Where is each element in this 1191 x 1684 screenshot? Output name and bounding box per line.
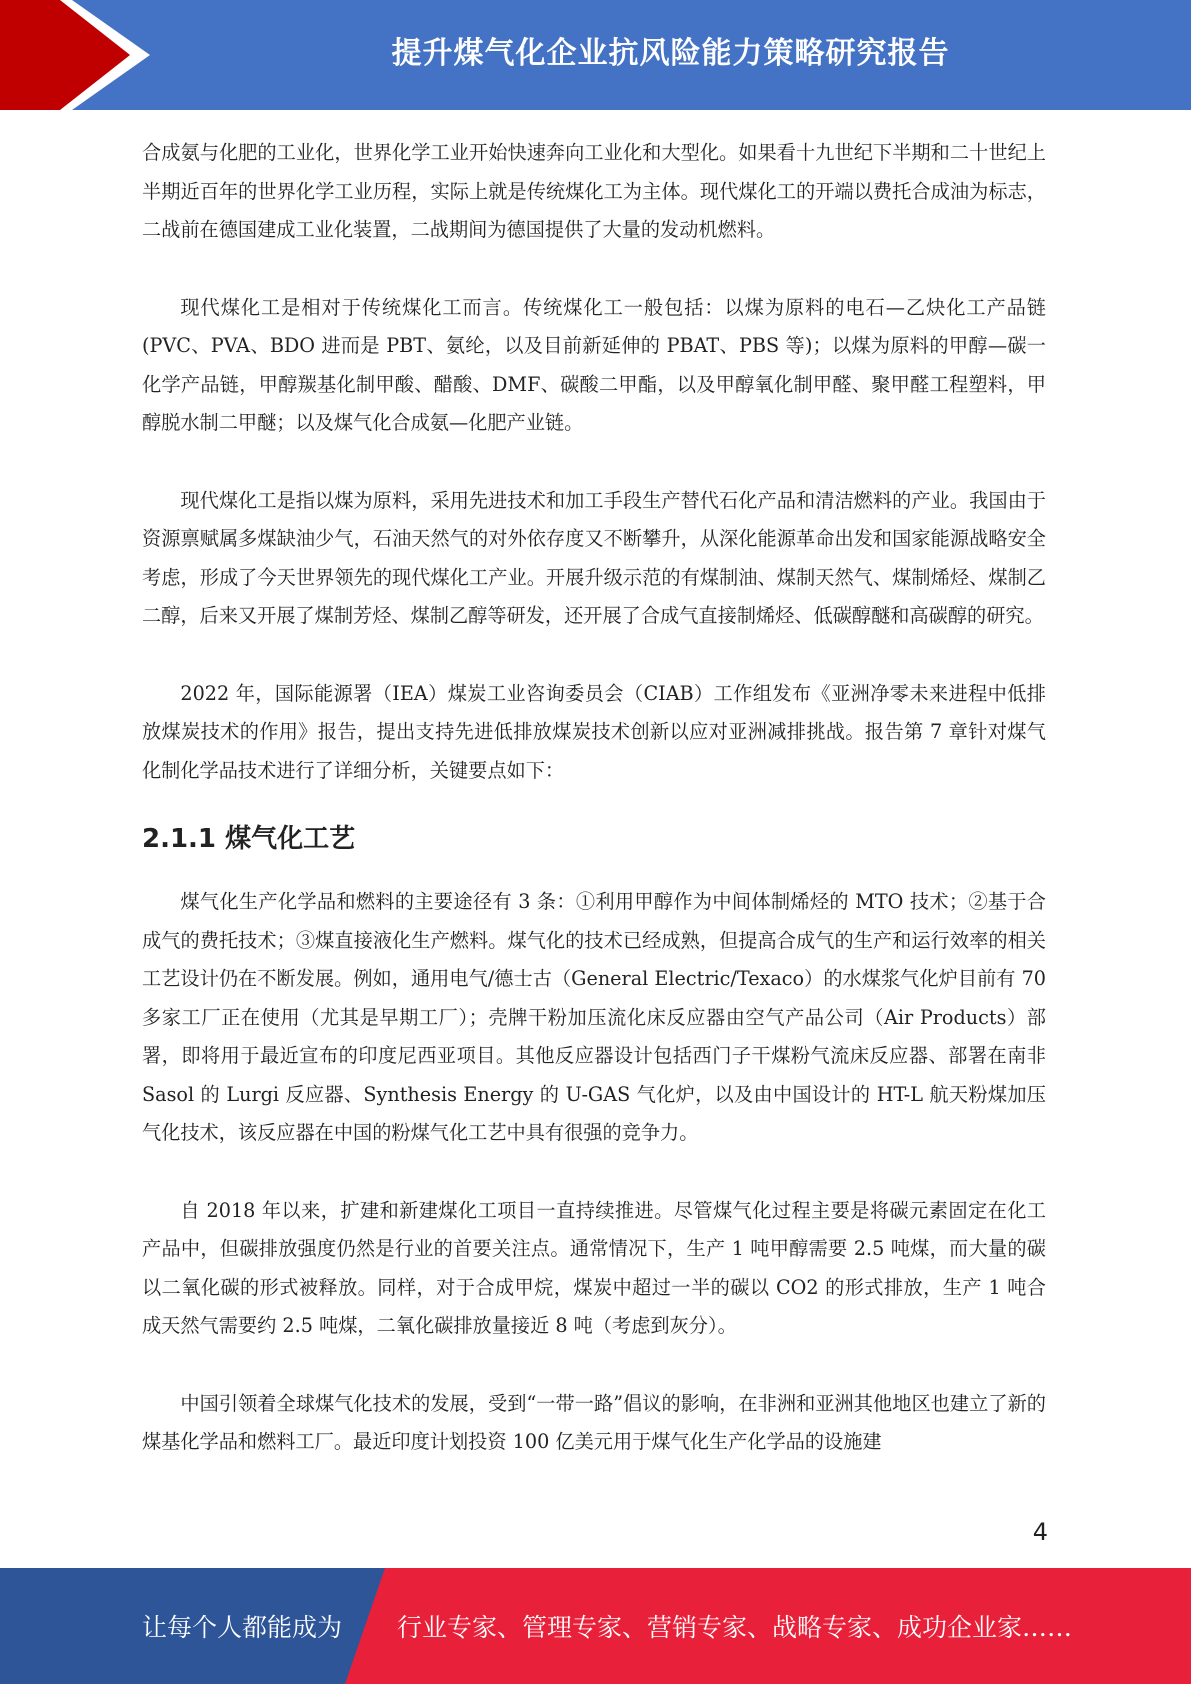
document-body — [142, 134, 1046, 1501]
footer-slogan-left: 让每个人都能成为 — [142, 1613, 343, 1642]
paragraph: 现代煤化工是相对于传统煤化工而言。传统煤化工一般包括：以煤为原料的电石—乙炔化工产品链(PVC、PVA、BDO 进而是 PBT、氨纶，以及目前新延伸的 PBAT、PBS 等)；以煤为原料的甲醇—碳一化学产品链，甲醇羰基化制甲酸、醋酸、DMF、碳酸二甲酯，以及甲醇氧化制甲醛、聚甲醛工程塑料，甲醇脱水制二甲醚；以及煤气化合成氨—化肥产业链。 — [142, 295, 1046, 434]
page-header — [0, 0, 1191, 110]
header-chevron — [0, 0, 130, 110]
footer-slogan-right: 行业专家、管理专家、营销专家、战略专家、成功企业家…… — [397, 1613, 1073, 1642]
paragraph: 煤气化生产化学品和燃料的主要途径有 3 条：①利用甲醇作为中间体制烯烃的 MTO 技术；②基于合成气的费托技术；③煤直接液化生产燃料。煤气化的技术已经成熟，但提高合成气的生产和运行效率的相关工艺设计仍在不断发展。例如，通用电气/德士古（General Electric/Texaco）的水煤浆气化炉目前有 70 多家工厂正在使用（尤其是早期工厂）；壳牌干粉加压流化床反应器由空气产品公司（Air Products）部署，即将用于最近宣布的印度尼西亚项目。其他反应器设计包括西门子干煤粉气流床反应器、部署在南非 Sasol 的 Lurgi 反应器、Synthesis Energy 的 U-GAS 气化炉，以及由中国设计的 HT-L 航天粉煤加压气化技术，该反应器在中国的粉煤气化工艺中具有很强的竞争力。 — [142, 890, 1046, 1144]
paragraph: 现代煤化工是指以煤为原料，采用先进技术和加工手段生产替代石化产品和清洁燃料的产业。我国由于资源禀赋属多煤缺油少气，石油天然气的对外依存度又不断攀升，从深化能源革命出发和国家能源战略安全考虑，形成了今天世界领先的现代煤化工产业。开展升级示范的有煤制油、煤制天然气、煤制烯烃、煤制乙二醇，后来又开展了煤制芳烃、煤制乙醇等研发，还开展了合成气直接制烯烃、低碳醇醚和高碳醇的研究。 — [142, 488, 1046, 627]
report-title: 提升煤气化企业抗风险能力策略研究报告 — [391, 36, 950, 71]
section-heading: 2.1.1 煤气化工艺 — [142, 824, 356, 854]
paragraph: 自 2018 年以来，扩建和新建煤化工项目一直持续推进。尽管煤气化过程主要是将碳元素固定在化工产品中，但碳排放强度仍然是行业的首要关注点。通常情况下，生产 1 吨甲醇需要 2.5 吨煤，而大量的碳以二氧化碳的形式被释放。同样，对于合成甲烷，煤炭中超过一半的碳以 CO2 的形式排放，生产 1 吨合成天然气需要约 2.5 吨煤，二氧化碳排放量接近 8 吨（考虑到灰分）。 — [142, 1198, 1046, 1337]
paragraph-continued: 合成氨与化肥的工业化，世界化学工业开始快速奔向工业化和大型化。如果看十九世纪下半期和二十世纪上半期近百年的世界化学工业历程，实际上就是传统煤化工为主体。现代煤化工的开端以费托合成油为标志，二战前在德国建成工业化装置，二战期间为德国提供了大量的发动机燃料。 — [142, 141, 1046, 241]
page-number: 4 — [1032, 1518, 1048, 1546]
paragraph: 2022 年，国际能源署（IEA）煤炭工业咨询委员会（CIAB）工作组发布《亚洲净零未来进程中低排放煤炭技术的作用》报告，提出支持先进低排放煤炭技术创新以应对亚洲减排挑战。报告第 7 章针对煤气化制化学品技术进行了详细分析，关键要点如下： — [142, 681, 1046, 782]
paragraph: 中国引领着全球煤气化技术的发展，受到“一带一路”倡议的影响，在非洲和亚洲其他地区也建立了新的煤基化学品和燃料工厂。最近印度计划投资 100 亿美元用于煤气化生产化学品的设施建 — [142, 1391, 1046, 1453]
page-footer — [0, 1568, 1191, 1684]
